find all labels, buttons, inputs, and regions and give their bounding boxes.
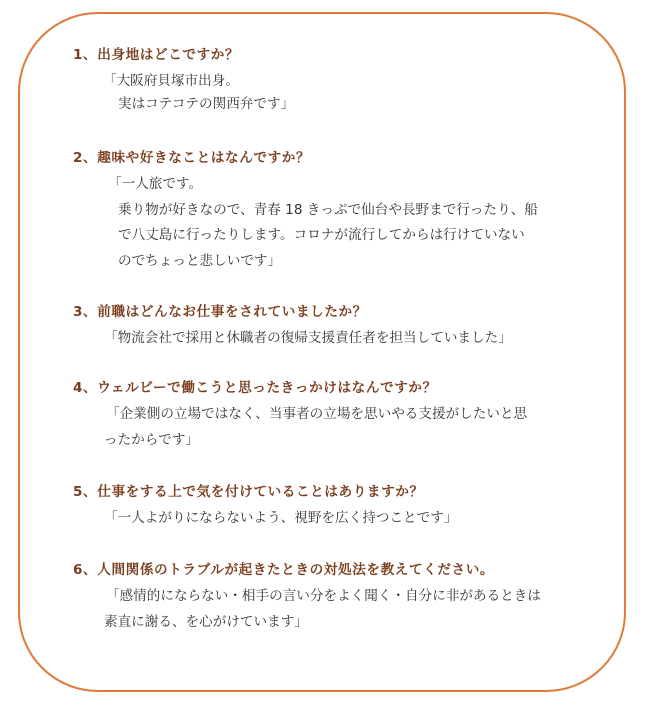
answer-1-line-2: 実はコテコテの関西弁です」 — [118, 96, 295, 112]
answer-6-line-1: 「感情的にならない・相手の言い分をよく聞く・自分に非があるときは — [106, 588, 541, 604]
answer-5-line-1: 「一人よがりにならないよう、視野を広く持つことです」 — [104, 510, 458, 526]
answer-2-line-1: 「一人旅です。 — [108, 176, 203, 192]
question-4: 4、ウェルビーで働こうと思ったきっかけはなんですか？ — [73, 380, 437, 396]
answer-2-line-4: のでちょっと悲しいです」 — [118, 253, 282, 269]
answer-4-line-1: 「企業側の立場ではなく、当事者の立場を思いやる支援がしたいと思 — [106, 406, 528, 422]
question-6: 6、人間関係のトラブルが起きたときの対処法を教えてください。 — [73, 562, 495, 578]
question-5: 5、仕事をする上で気を付けていることはありますか？ — [73, 484, 424, 500]
question-1: 1、出身地はどこですか？ — [73, 47, 240, 63]
question-2: 2、趣味や好きなことはなんですか？ — [73, 150, 311, 166]
answer-3-line-1: 「物流会社で採用と休職者の復帰支援責任者を担当していました」 — [104, 330, 512, 346]
question-3: 3、前職はどんなお仕事をされていましたか？ — [73, 304, 367, 320]
answer-6-line-2: 素直に謝る、を心がけています」 — [104, 614, 308, 630]
answer-1-line-1: 「大阪府貝塚市出身。 — [103, 73, 239, 89]
answer-2-line-3: で八丈島に行ったりします。コロナが流行してからは行けていない — [118, 227, 525, 243]
answer-2-line-2: 乗り物が好きなので、青春 18 きっぷで仙台や長野まで行ったり、船 — [118, 202, 538, 218]
answer-4-line-2: ったからです」 — [104, 432, 200, 448]
